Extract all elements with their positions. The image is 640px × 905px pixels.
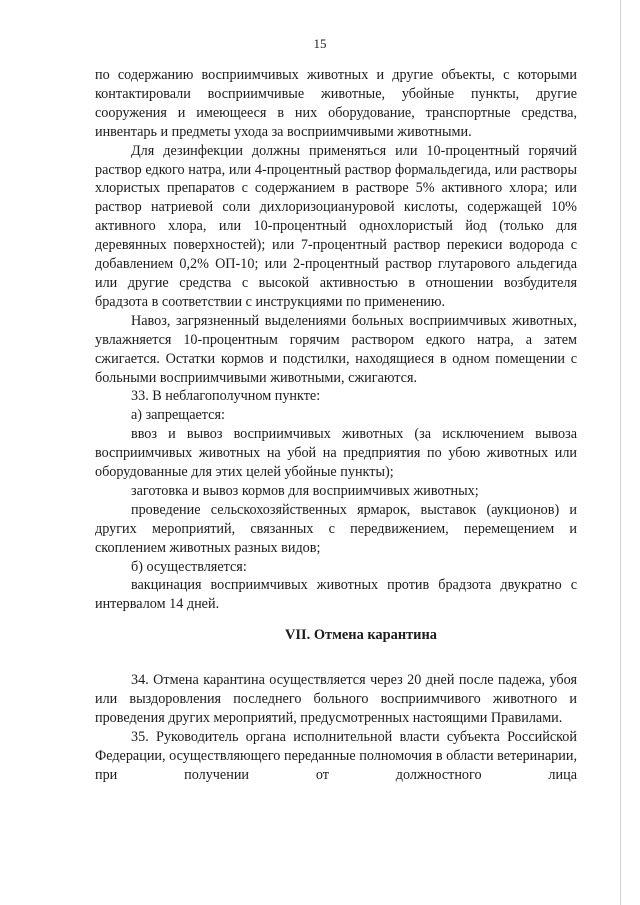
clause-33-b-performed: б) осуществляется: (131, 558, 247, 575)
scan-edge-line (620, 0, 621, 905)
clause-33-a-prohibited: а) запрещается: (131, 407, 225, 424)
paragraph-disinfection: Для дезинфекции должны применяться или 10-процентный горячий раствор едкого натра, или 4-процентный раствор формальдегида, или растворы хлористых препаратов с содержанием в растворе 5% активного хлора; или раствор натриевой соли дихлоризоциануровой кислоты, содержащей 10% активного хлора, или 10-процентный однохлористый йод (только для деревянных поверхностей); или 7-процентный раствор перекиси водорода с добавлением 0,2% ОП-10; или 2-процентный раствор глутарового альдегида или другие средства с высокой активностью в отношении возбудителя брадзота в соответствии с инструкциями по применению. (95, 142, 577, 310)
clause-33-a-item-transport: ввоз и вывоз восприимчивых животных (за исключением вывоза восприимчивых животных на убой на предприятия по убою животных или оборудованные для этих целей убойные пункты); (95, 426, 577, 481)
section-heading: VII. Отмена карантина (285, 627, 437, 644)
clause-34: 34. Отмена карантина осуществляется через 20 дней после падежа, убоя или выздоровления последнего больного восприимчивого животного и проведения других мероприятий, предусмотренных настоящими Правилами. (95, 672, 577, 726)
clause-33-b-item-vaccination: вакцинация восприимчивых животных против брадзота двукратно с интервалом 14 дней. (95, 577, 577, 613)
clause-33-a-item-fairs: проведение сельскохозяйственных ярмарок, выставок (аукционов) и других мероприятий, связанных с передвижением, перемещением и скоплением животных разных видов; (95, 501, 577, 556)
page-number: 15 (313, 36, 327, 51)
clause-33-a-item-feed: заготовка и вывоз кормов для восприимчивых животных; (131, 482, 479, 499)
paragraph-manure: Навоз, загрязненный выделениями больных восприимчивых животных, увлажняется 10-процентным горячим раствором едкого натра, а затем сжигается. Остатки кормов и подстилки, находящиеся в одном помещении с больными восприимчивыми животными, сжигаются. (95, 312, 577, 386)
clause-33-heading: 33. В неблагополучном пункте: (131, 388, 321, 405)
clause-35: 35. Руководитель органа исполнительной власти субъекта Российской Федерации, осуществляющего переданные полномочия в области ветеринарии, при получении от должностного лица (95, 728, 577, 783)
paragraph-continuation: по содержанию восприимчивых животных и другие объекты, с которыми контактировали восприимчивые животные, убойные пункты, другие сооружения и имеющееся в них оборудование, транспортные средства, инвентарь и предметы ухода за восприимчивыми животными. (95, 67, 577, 140)
document-body (95, 66, 577, 785)
